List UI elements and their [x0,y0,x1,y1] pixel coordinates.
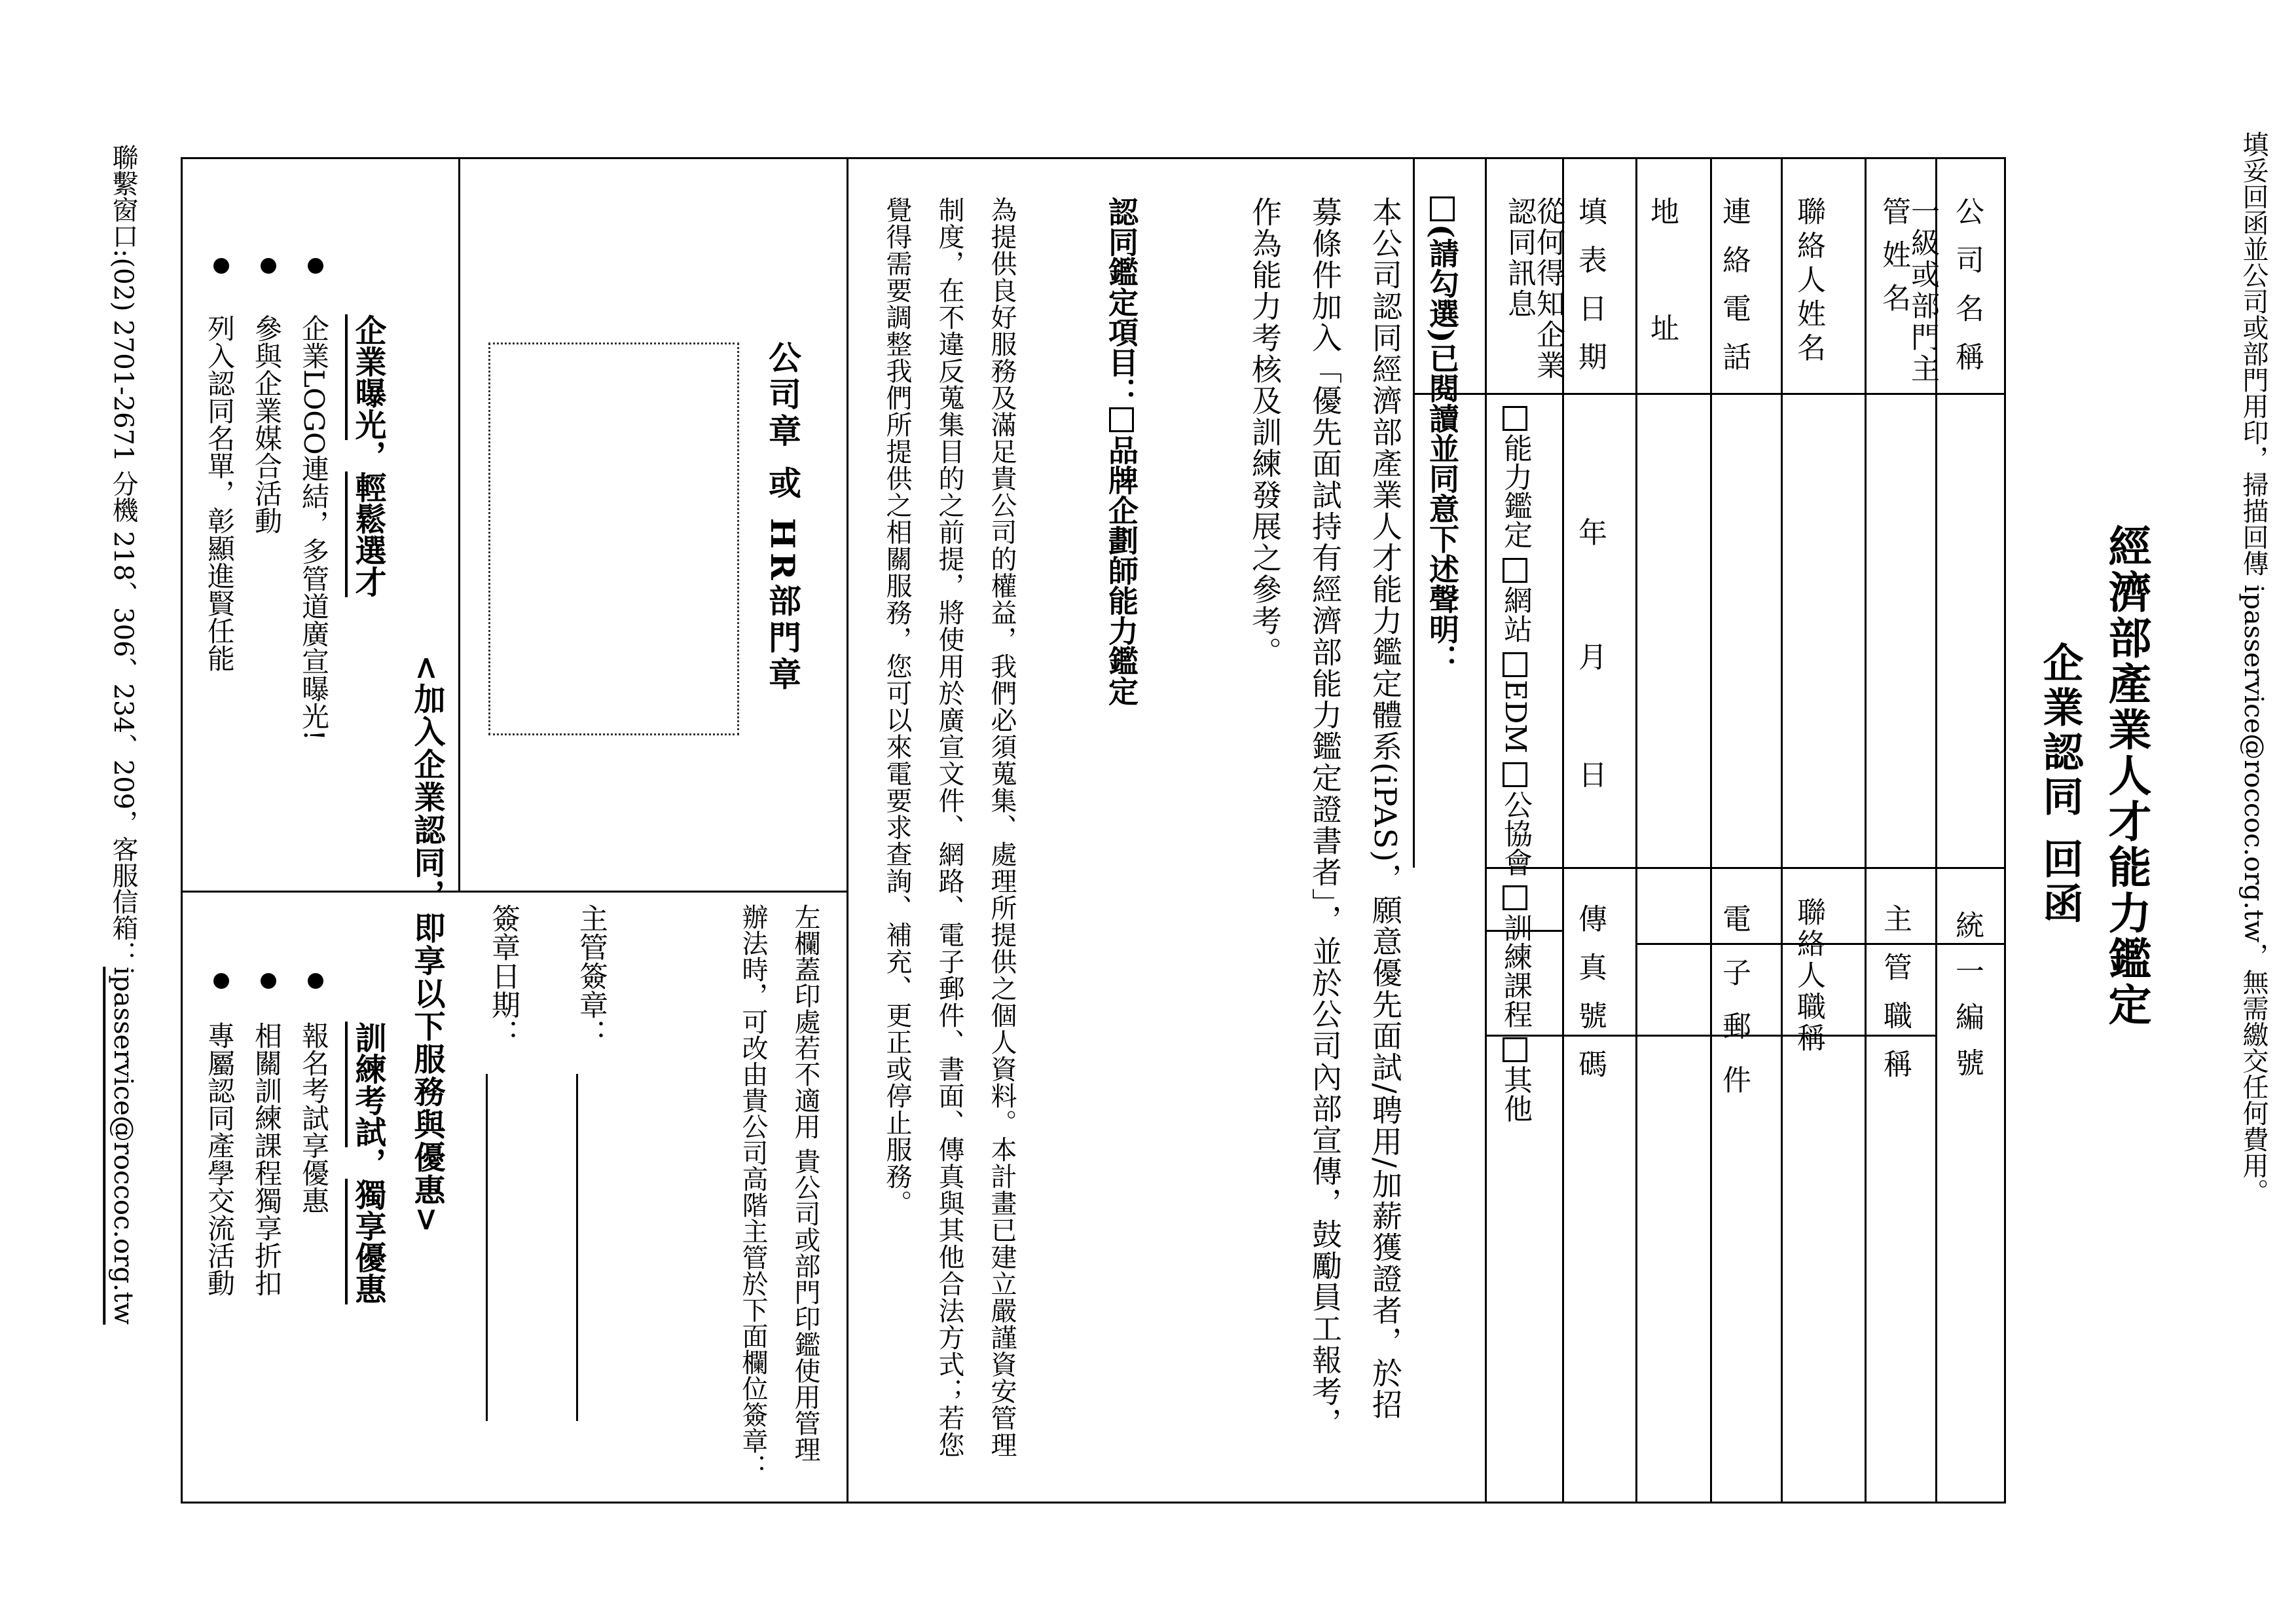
left-benefit-1: 企業LOGO連結，多管道廣宣曝光! [298,314,330,741]
bullet-5 [261,973,276,989]
submission-note: 填妥回函並公司或部門用印，掃描回傳 ipasservice@roccoc.org.tw，無需繳交任何費用。 [2238,131,2269,1205]
right-benefit-1: 報名考試享優惠 [298,1022,330,1214]
left-benefit-2: 參與企業媒合活動 [251,314,283,534]
statement-body: 本公司認同經濟部產業人才能力鑑定體系(iPAS)，願意優先面試/聘用/加薪獲證者，於招募條件加入「優先面試持有經濟部能力鑑定證書者」，並於公司內部宣傳，鼓勵員工報考，作為能力考核及訓練發展之參考。 [1247,196,1403,1439]
company-name-field[interactable] [1938,394,2003,905]
sign-date-line[interactable] [486,1074,488,1421]
certification-item: 認同鑑定項目：品牌企劃師能力鑑定 [1104,196,1139,706]
contact-window: 聯繫窗口:(02) 2701-2671 分機 218、306、234、209，客服信箱：ipasservice@roccoc.org.tw [108,144,138,1325]
page-title: 經濟部產業人才能力鑑定 [2101,524,2152,1028]
supervisor-sign-line[interactable] [576,1074,578,1421]
privacy-notice: 為提供良好服務及滿足貴公司的權益，我們必須蒐集、處理所提供之個人資料。本計畫已建立嚴謹資安管理制度，在不違反蒐集目的之前提，將使用於廣宣文件、網路、電子郵件、書面、傳真與其他合法方式；若您覺得需要調整我們所提供之相關服務，您可以來電要求查詢、補充、更正或停止服務。 [882,196,1017,1458]
bullet-3 [213,258,229,274]
source-label: 從何得知企業認同訊息 [1503,196,1565,381]
page-subtitle: 企業認同 回函 [2036,642,2084,927]
checkbox-website[interactable] [1503,558,1527,583]
email-label: 電 子 郵 件 [1717,904,1751,1101]
checkbox-other[interactable] [1503,1037,1527,1062]
service-email-link[interactable]: ipasservice@roccoc.org.tw [108,967,138,1325]
fill-date-label: 填 表 日 期 [1573,196,1607,376]
right-benefit-2: 相關訓練課程獨享折扣 [251,1022,283,1297]
left-benefit-3: 列入認同名單，彰顯進賢任能 [204,314,236,672]
seal-instruction: 左欄蓋印處若不適用 貴公司或部門印鑑使用管理辦法時，可改由貴公司高階主管於下面欄位簽章： [738,904,820,1480]
supervisor-name-label: 一級或部門主 管 姓 名 [1877,196,1939,385]
company-name-label: 公 司 名 稱 [1950,196,1984,376]
right-benefit-3: 專屬認同產學交流活動 [204,1022,236,1297]
checkbox-training[interactable] [1503,885,1527,910]
unified-number-label: 統 一 編 號 [1950,910,1984,1080]
stamp-label: 公司章 或 HR部門章 [763,341,802,694]
bullet-6 [213,973,229,989]
benefits-right-heading: 訓練考試，獨享優惠 [350,1022,386,1304]
contact-name-label: 聯絡人姓名 [1792,196,1825,367]
fax-label: 傳 真 號 碼 [1573,904,1607,1083]
bullet-4 [308,973,323,989]
checkbox-association[interactable] [1503,762,1527,787]
bullet-1 [308,258,323,274]
year-label: 年 [1573,517,1607,546]
supervisor-sign-label: 主管簽章： [574,904,608,1048]
checkbox-ability[interactable] [1503,406,1527,431]
day-label: 日 [1573,760,1607,788]
stamp-box[interactable] [488,342,739,735]
checkbox-edm[interactable] [1503,652,1527,677]
brand-planner-checkbox[interactable] [1109,407,1134,432]
contact-title-label: 聯絡人職稱 [1792,897,1825,1054]
benefits-title: <加入企業認同，即享以下服務與優惠> [409,655,445,1234]
month-label: 月 [1573,642,1607,671]
benefits-left-heading: 企業曝光，輕鬆選才 [350,314,386,597]
bullet-2 [261,258,276,274]
statement-heading: (請勾選)已閱讀並同意下述聲明： [1427,196,1457,674]
address-label: 地 址 [1645,196,1679,381]
supervisor-title-label: 主 管 職 稱 [1878,904,1912,1083]
phone-label: 連 絡 電 話 [1717,196,1751,376]
sign-date-label: 簽章日期： [486,904,520,1048]
source-options: 能力鑑定 網站 EDM 公協會 訓練課程 其他 [1501,406,1529,1122]
agree-checkbox[interactable] [1430,196,1455,221]
